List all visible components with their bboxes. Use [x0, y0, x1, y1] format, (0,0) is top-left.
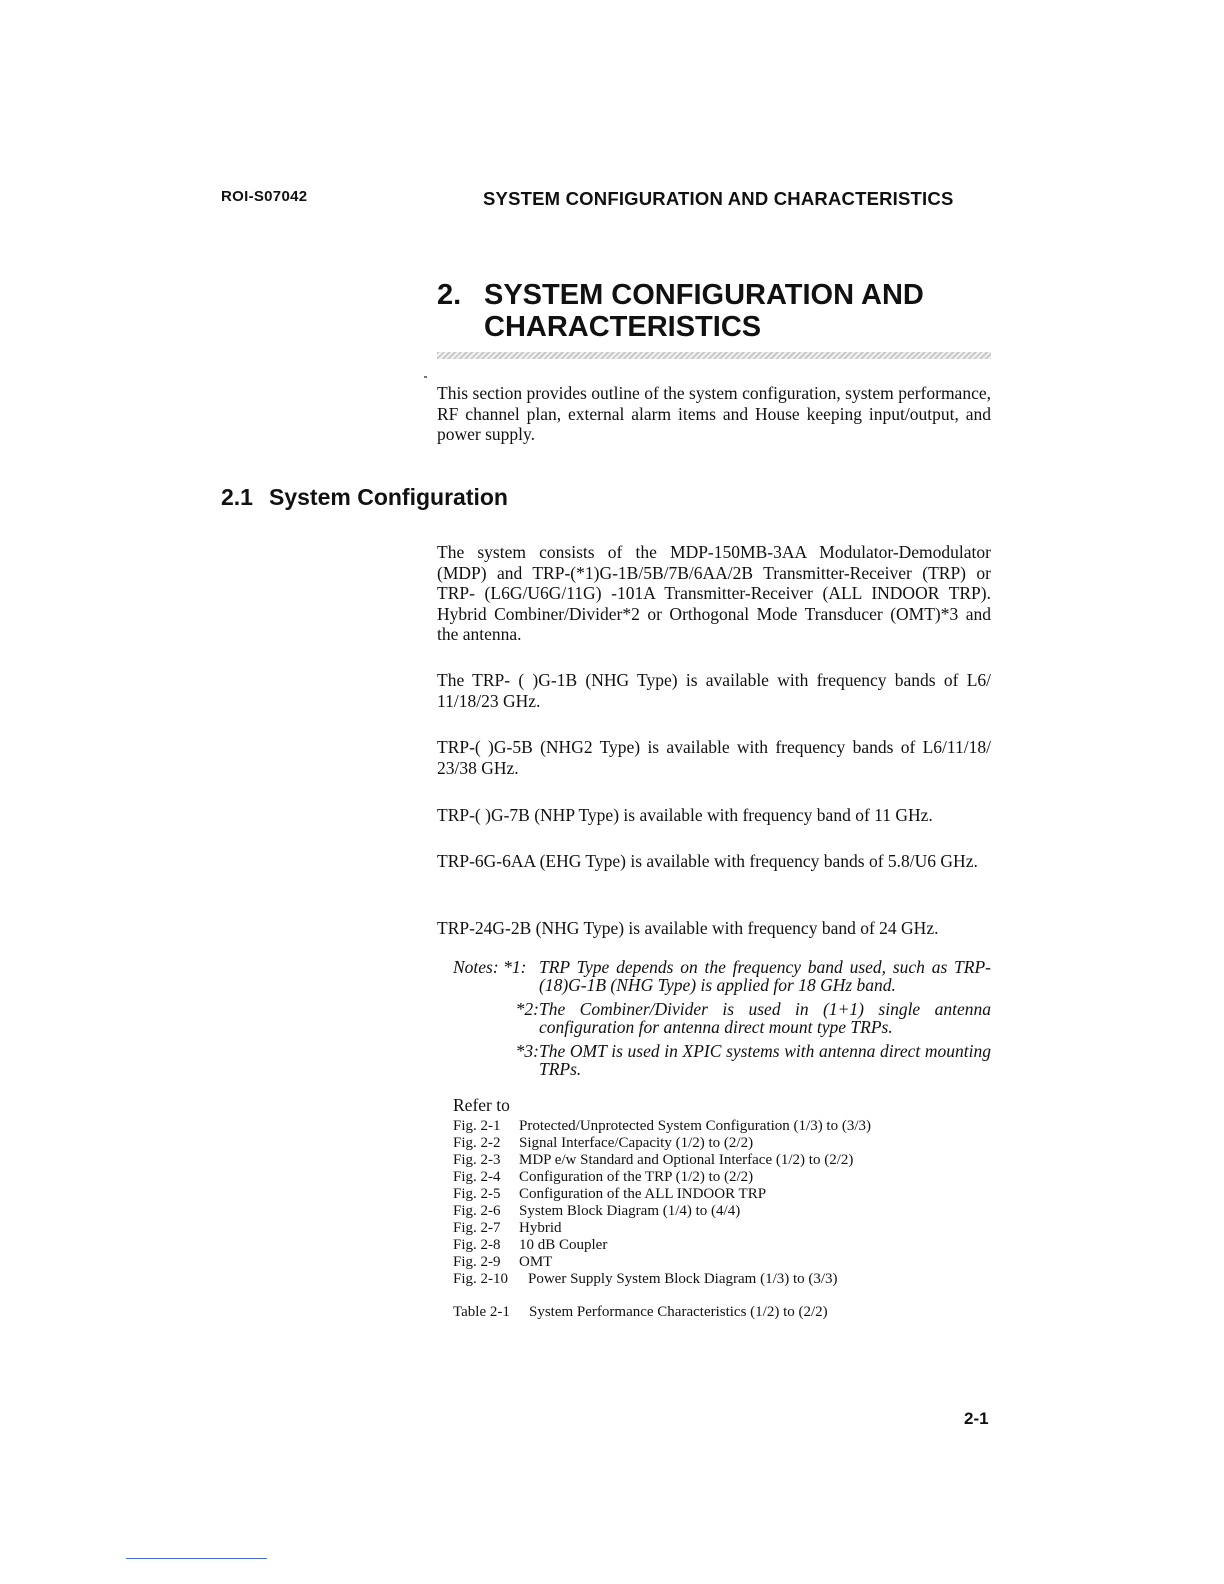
chapter-number: 2. — [437, 279, 462, 311]
paragraph-trp-5b: TRP-( )G-5B (NHG2 Type) is available with frequency bands of L6/11/18/ 23/38 GHz. — [437, 737, 991, 778]
figure-reference-list — [453, 1118, 871, 1288]
note-item — [453, 1000, 991, 1036]
notes-block — [453, 958, 991, 1084]
note-label: Notes: *1: — [453, 957, 527, 977]
figure-reference — [453, 1237, 871, 1254]
figure-number: Fig. 2-4 — [453, 1169, 501, 1185]
figure-reference — [453, 1118, 871, 1135]
section-number: 2.1 — [221, 484, 253, 510]
figure-title: Protected/Unprotected System Configuration (1/3) to (3/3) — [519, 1118, 872, 1134]
figure-title: 10 dB Coupler — [519, 1237, 608, 1253]
paragraph-system-consists: The system consists of the MDP-150MB-3AA Modulator-Demodulator (MDP) and TRP-(*1)G-1B/5B/7B/6AA/2B Transmitter-Receiver (TRP) or TRP- (L6G/U6G/11G) -101A Transmitter-Receiver (ALL INDOOR TRP). Hybrid Combiner/Divider*2 or Orthogonal Mode Transducer (OMT)*3 and the antenna. — [437, 542, 991, 644]
note-label: *3: — [515, 1041, 539, 1061]
figure-title: System Block Diagram (1/4) to (4/4) — [519, 1203, 741, 1219]
figure-title: Signal Interface/Capacity (1/2) to (2/2) — [519, 1135, 754, 1151]
figure-number: Fig. 2-3 — [453, 1152, 501, 1168]
figure-number: Fig. 2-6 — [453, 1203, 501, 1219]
table-title: System Performance Characteristics (1/2) to (2/2) — [529, 1304, 828, 1320]
figure-number: Fig. 2-9 — [453, 1254, 501, 1270]
figure-number: Fig. 2-5 — [453, 1186, 501, 1202]
figure-reference — [453, 1220, 871, 1237]
scan-mark — [424, 376, 427, 378]
paragraph-trp-7b: TRP-( )G-7B (NHP Type) is available with frequency band of 11 GHz. — [437, 805, 933, 825]
note-label: *2: — [515, 999, 539, 1019]
figure-number: Fig. 2-10 — [453, 1271, 509, 1287]
refer-to-label: Refer to — [453, 1095, 510, 1115]
figure-reference — [453, 1254, 871, 1271]
note-item — [453, 1042, 991, 1078]
table-number: Table 2-1 — [453, 1304, 510, 1320]
figure-title: MDP e/w Standard and Optional Interface (1/2) to (2/2) — [519, 1152, 854, 1168]
footer-rule — [126, 1558, 267, 1559]
figure-reference — [453, 1169, 871, 1186]
table-reference — [453, 1304, 828, 1321]
figure-number: Fig. 2-1 — [453, 1118, 501, 1134]
note-item — [453, 958, 991, 994]
figure-title: Power Supply System Block Diagram (1/3) to (3/3) — [528, 1271, 838, 1287]
note-text: The OMT is used in XPIC systems with antenna direct mounting TRPs. — [539, 1041, 991, 1079]
document-id: ROI-S07042 — [221, 188, 308, 205]
figure-title: Hybrid — [519, 1220, 562, 1236]
page-number: 2-1 — [964, 1409, 989, 1428]
figure-reference — [453, 1186, 871, 1203]
paragraph-trp-2b: TRP-24G-2B (NHG Type) is available with frequency band of 24 GHz. — [437, 918, 939, 938]
figure-reference — [453, 1271, 871, 1288]
intro-paragraph: This section provides outline of the system configuration, system performance, RF channel plan, external alarm items and House keeping input/output, and power supply. — [437, 383, 991, 444]
figure-number: Fig. 2-8 — [453, 1237, 501, 1253]
running-header: SYSTEM CONFIGURATION AND CHARACTERISTICS — [483, 188, 954, 209]
figure-title: OMT — [519, 1254, 553, 1270]
paragraph-trp-1b: The TRP- ( )G-1B (NHG Type) is available with frequency bands of L6/ 11/18/23 GHz. — [437, 670, 991, 711]
figure-title: Configuration of the TRP (1/2) to (2/2) — [519, 1169, 754, 1185]
chapter-title: SYSTEM CONFIGURATION AND CHARACTERISTICS — [484, 279, 924, 343]
figure-title: Configuration of the ALL INDOOR TRP — [519, 1186, 767, 1202]
section-title: System Configuration — [269, 484, 508, 510]
figure-number: Fig. 2-7 — [453, 1220, 501, 1236]
section-heading — [221, 484, 508, 511]
figure-reference — [453, 1135, 871, 1152]
figure-reference — [453, 1203, 871, 1220]
chapter-divider — [437, 352, 991, 359]
note-text: The Combiner/Divider is used in (1+1) single antenna configuration for antenna direct mount type TRPs. — [539, 999, 991, 1037]
figure-number: Fig. 2-2 — [453, 1135, 501, 1151]
figure-reference — [453, 1152, 871, 1169]
paragraph-trp-6aa: TRP-6G-6AA (EHG Type) is available with frequency bands of 5.8/U6 GHz. — [437, 851, 978, 871]
note-text: TRP Type depends on the frequency band used, such as TRP-(18)G-1B (NHG Type) is applied for 18 GHz band. — [539, 957, 991, 995]
